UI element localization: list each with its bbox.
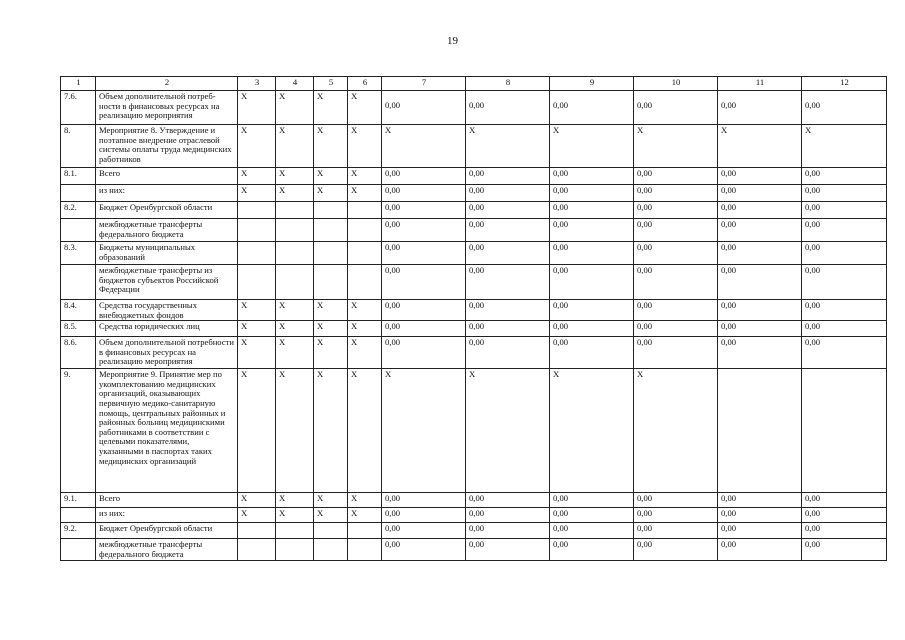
value-cell: 0,00	[634, 508, 718, 523]
value-cell: 0,00	[466, 539, 550, 561]
header-cell: 1	[61, 77, 96, 91]
value-cell: X	[382, 369, 466, 493]
value-cell: X	[314, 508, 348, 523]
value-cell: 0,00	[382, 523, 466, 539]
value-cell: X	[348, 300, 382, 321]
row-label-cell: Мероприятие 9. Принятие мер по укомплектованию медицинских организаций, оказывающих первичную медико-санитарную помощь, центральных районных и районных больниц медицинскими работниками в соответствии с целевыми показателями, указанными в паспортах таких медицинских организаций	[96, 369, 238, 493]
value-cell	[314, 219, 348, 242]
value-cell	[276, 219, 314, 242]
value-cell: X	[314, 369, 348, 493]
value-cell: 0,00	[802, 493, 887, 508]
value-cell: 0,00	[550, 265, 634, 300]
value-cell: X	[550, 369, 634, 493]
value-cell: 0,00	[634, 321, 718, 337]
value-cell: 0,00	[466, 202, 550, 219]
value-cell: 0,00	[634, 265, 718, 300]
value-cell: 0,00	[382, 168, 466, 185]
row-number-cell: 8.3.	[61, 242, 96, 265]
row-label-cell: Средства государственных внебюджетных фондов	[96, 300, 238, 321]
value-cell: 0,00	[550, 168, 634, 185]
value-cell: 0,00	[550, 202, 634, 219]
table-row	[61, 369, 887, 493]
table-row	[61, 493, 887, 508]
value-cell: X	[238, 185, 276, 202]
row-number-cell: 8.6.	[61, 337, 96, 369]
table-row	[61, 321, 887, 337]
row-number-cell	[61, 185, 96, 202]
value-cell: 0,00	[382, 91, 466, 125]
value-cell: X	[314, 300, 348, 321]
value-cell: X	[238, 125, 276, 168]
header-cell: 3	[238, 77, 276, 91]
value-cell: X	[314, 168, 348, 185]
value-cell: 0,00	[382, 493, 466, 508]
value-cell: X	[276, 493, 314, 508]
table-row	[61, 219, 887, 242]
header-cell: 12	[802, 77, 887, 91]
value-cell	[314, 523, 348, 539]
header-row	[61, 77, 887, 91]
value-cell: 0,00	[382, 539, 466, 561]
value-cell: 0,00	[550, 91, 634, 125]
table-row	[61, 523, 887, 539]
row-number-cell	[61, 265, 96, 300]
value-cell: X	[314, 125, 348, 168]
row-number-cell	[61, 508, 96, 523]
value-cell	[314, 202, 348, 219]
value-cell: X	[276, 91, 314, 125]
value-cell: 0,00	[634, 300, 718, 321]
value-cell: X	[348, 91, 382, 125]
table-row	[61, 508, 887, 523]
header-cell: 11	[718, 77, 802, 91]
value-cell: X	[276, 300, 314, 321]
header-cell: 10	[634, 77, 718, 91]
value-cell: 0,00	[718, 523, 802, 539]
value-cell: X	[276, 185, 314, 202]
value-cell: X	[238, 369, 276, 493]
value-cell: X	[276, 337, 314, 369]
row-label-cell: Объем дополнительной потреб-ности в финансовых ресурсах на реализацию мероприятия	[96, 91, 238, 125]
value-cell: 0,00	[382, 337, 466, 369]
row-label-cell: Средства юридических лиц	[96, 321, 238, 337]
value-cell: X	[238, 168, 276, 185]
value-cell: 0,00	[718, 185, 802, 202]
value-cell: X	[634, 125, 718, 168]
value-cell: X	[348, 493, 382, 508]
value-cell: 0,00	[466, 337, 550, 369]
value-cell: X	[348, 185, 382, 202]
header-cell: 9	[550, 77, 634, 91]
value-cell: 0,00	[550, 508, 634, 523]
value-cell: 0,00	[718, 321, 802, 337]
header-cell: 6	[348, 77, 382, 91]
value-cell: 0,00	[634, 539, 718, 561]
table-row	[61, 91, 887, 125]
header-cell: 5	[314, 77, 348, 91]
value-cell	[348, 265, 382, 300]
value-cell: 0,00	[382, 219, 466, 242]
row-number-cell: 8.2.	[61, 202, 96, 219]
value-cell	[238, 202, 276, 219]
value-cell: 0,00	[718, 242, 802, 265]
value-cell	[348, 539, 382, 561]
value-cell: X	[314, 321, 348, 337]
value-cell: 0,00	[634, 219, 718, 242]
value-cell: 0,00	[382, 265, 466, 300]
header-cell: 4	[276, 77, 314, 91]
value-cell: X	[238, 300, 276, 321]
value-cell: 0,00	[802, 265, 887, 300]
value-cell: 0,00	[550, 493, 634, 508]
value-cell: 0,00	[718, 202, 802, 219]
value-cell: 0,00	[382, 508, 466, 523]
value-cell: X	[802, 125, 887, 168]
value-cell: 0,00	[718, 219, 802, 242]
table-row	[61, 539, 887, 561]
value-cell: 0,00	[718, 168, 802, 185]
value-cell: 0,00	[466, 508, 550, 523]
value-cell	[348, 523, 382, 539]
value-cell: X	[718, 125, 802, 168]
value-cell: 0,00	[634, 337, 718, 369]
row-label-cell: межбюджетные трансферты федерального бюджета	[96, 219, 238, 242]
value-cell	[802, 369, 887, 493]
value-cell: 0,00	[466, 91, 550, 125]
value-cell	[276, 539, 314, 561]
value-cell	[314, 265, 348, 300]
value-cell: 0,00	[550, 523, 634, 539]
header-cell: 8	[466, 77, 550, 91]
header-cell: 7	[382, 77, 466, 91]
value-cell: 0,00	[802, 242, 887, 265]
value-cell: 0,00	[718, 493, 802, 508]
value-cell: X	[634, 369, 718, 493]
value-cell: 0,00	[802, 321, 887, 337]
value-cell: X	[550, 125, 634, 168]
value-cell: 0,00	[382, 202, 466, 219]
value-cell: X	[238, 508, 276, 523]
value-cell	[276, 242, 314, 265]
value-cell: X	[466, 125, 550, 168]
value-cell: 0,00	[382, 185, 466, 202]
value-cell: 0,00	[466, 523, 550, 539]
value-cell: 0,00	[718, 300, 802, 321]
value-cell: X	[348, 125, 382, 168]
table-row	[61, 202, 887, 219]
value-cell: X	[314, 493, 348, 508]
table-row	[61, 265, 887, 300]
value-cell: 0,00	[466, 185, 550, 202]
value-cell: 0,00	[634, 493, 718, 508]
row-label-cell: Всего	[96, 168, 238, 185]
value-cell	[314, 539, 348, 561]
row-number-cell: 9.1.	[61, 493, 96, 508]
value-cell: 0,00	[466, 300, 550, 321]
value-cell: 0,00	[802, 219, 887, 242]
value-cell: 0,00	[802, 508, 887, 523]
value-cell: 0,00	[634, 185, 718, 202]
row-number-cell: 8.5.	[61, 321, 96, 337]
page-number: 19	[447, 35, 458, 47]
value-cell: 0,00	[802, 539, 887, 561]
value-cell: 0,00	[634, 91, 718, 125]
value-cell: 0,00	[802, 202, 887, 219]
value-cell: 0,00	[718, 508, 802, 523]
value-cell: 0,00	[634, 202, 718, 219]
value-cell: 0,00	[718, 539, 802, 561]
row-label-cell: межбюджетные трансферты федерального бюджета	[96, 539, 238, 561]
value-cell: 0,00	[718, 91, 802, 125]
value-cell: 0,00	[634, 242, 718, 265]
value-cell: X	[348, 321, 382, 337]
value-cell: X	[382, 125, 466, 168]
value-cell: X	[276, 321, 314, 337]
row-label-cell: Бюджет Оренбургской области	[96, 202, 238, 219]
value-cell: 0,00	[382, 321, 466, 337]
value-cell: X	[276, 125, 314, 168]
value-cell: 0,00	[802, 300, 887, 321]
row-label-cell: Объем дополнительной потребности в финансовых ресурсах на реализацию мероприятия	[96, 337, 238, 369]
value-cell: X	[276, 369, 314, 493]
value-cell: X	[238, 337, 276, 369]
value-cell	[276, 265, 314, 300]
budget-table	[60, 76, 887, 561]
row-label-cell: из них:	[96, 508, 238, 523]
value-cell: X	[348, 168, 382, 185]
value-cell: 0,00	[550, 539, 634, 561]
row-label-cell: из них:	[96, 185, 238, 202]
header-cell: 2	[96, 77, 238, 91]
value-cell: X	[238, 91, 276, 125]
row-number-cell	[61, 219, 96, 242]
value-cell: 0,00	[802, 185, 887, 202]
value-cell: 0,00	[466, 493, 550, 508]
value-cell	[238, 265, 276, 300]
value-cell: X	[348, 337, 382, 369]
value-cell	[238, 523, 276, 539]
row-number-cell: 8.4.	[61, 300, 96, 321]
value-cell: X	[314, 91, 348, 125]
value-cell	[348, 202, 382, 219]
value-cell: 0,00	[802, 523, 887, 539]
value-cell: 0,00	[466, 168, 550, 185]
row-number-cell: 9.	[61, 369, 96, 493]
value-cell	[276, 202, 314, 219]
table-row	[61, 242, 887, 265]
row-label-cell: Мероприятие 8. Утверждение и поэтапное внедрение отраслевой системы оплаты труда медицинских работников	[96, 125, 238, 168]
value-cell: 0,00	[550, 219, 634, 242]
value-cell: 0,00	[718, 337, 802, 369]
value-cell: X	[348, 508, 382, 523]
value-cell: X	[238, 321, 276, 337]
value-cell: 0,00	[550, 337, 634, 369]
value-cell	[276, 523, 314, 539]
value-cell: 0,00	[466, 219, 550, 242]
value-cell: 0,00	[466, 265, 550, 300]
value-cell: 0,00	[382, 300, 466, 321]
value-cell: X	[466, 369, 550, 493]
value-cell: 0,00	[802, 337, 887, 369]
value-cell	[238, 242, 276, 265]
row-label-cell: межбюджетные трансферты из бюджетов субъектов Российской Федерации	[96, 265, 238, 300]
row-number-cell: 8.1.	[61, 168, 96, 185]
row-number-cell: 7.6.	[61, 91, 96, 125]
row-number-cell: 8.	[61, 125, 96, 168]
value-cell: X	[348, 369, 382, 493]
value-cell: 0,00	[550, 185, 634, 202]
value-cell: X	[276, 508, 314, 523]
value-cell	[348, 219, 382, 242]
value-cell: 0,00	[634, 168, 718, 185]
value-cell: X	[238, 493, 276, 508]
value-cell	[238, 539, 276, 561]
table-row	[61, 337, 887, 369]
table-row	[61, 125, 887, 168]
value-cell	[348, 242, 382, 265]
row-number-cell: 9.2.	[61, 523, 96, 539]
value-cell: 0,00	[802, 168, 887, 185]
value-cell: 0,00	[550, 242, 634, 265]
row-number-cell	[61, 539, 96, 561]
value-cell: X	[276, 168, 314, 185]
table-row	[61, 168, 887, 185]
value-cell: 0,00	[382, 242, 466, 265]
value-cell: 0,00	[718, 265, 802, 300]
table-row	[61, 185, 887, 202]
value-cell: 0,00	[466, 321, 550, 337]
value-cell: 0,00	[550, 321, 634, 337]
value-cell	[238, 219, 276, 242]
value-cell: 0,00	[634, 523, 718, 539]
table-row	[61, 300, 887, 321]
value-cell: 0,00	[466, 242, 550, 265]
value-cell: 0,00	[550, 300, 634, 321]
value-cell	[718, 369, 802, 493]
value-cell	[314, 242, 348, 265]
value-cell: X	[314, 185, 348, 202]
row-label-cell: Бюджет Оренбургской области	[96, 523, 238, 539]
value-cell: 0,00	[802, 91, 887, 125]
row-label-cell: Бюджеты муниципальных образований	[96, 242, 238, 265]
value-cell: X	[314, 337, 348, 369]
row-label-cell: Всего	[96, 493, 238, 508]
